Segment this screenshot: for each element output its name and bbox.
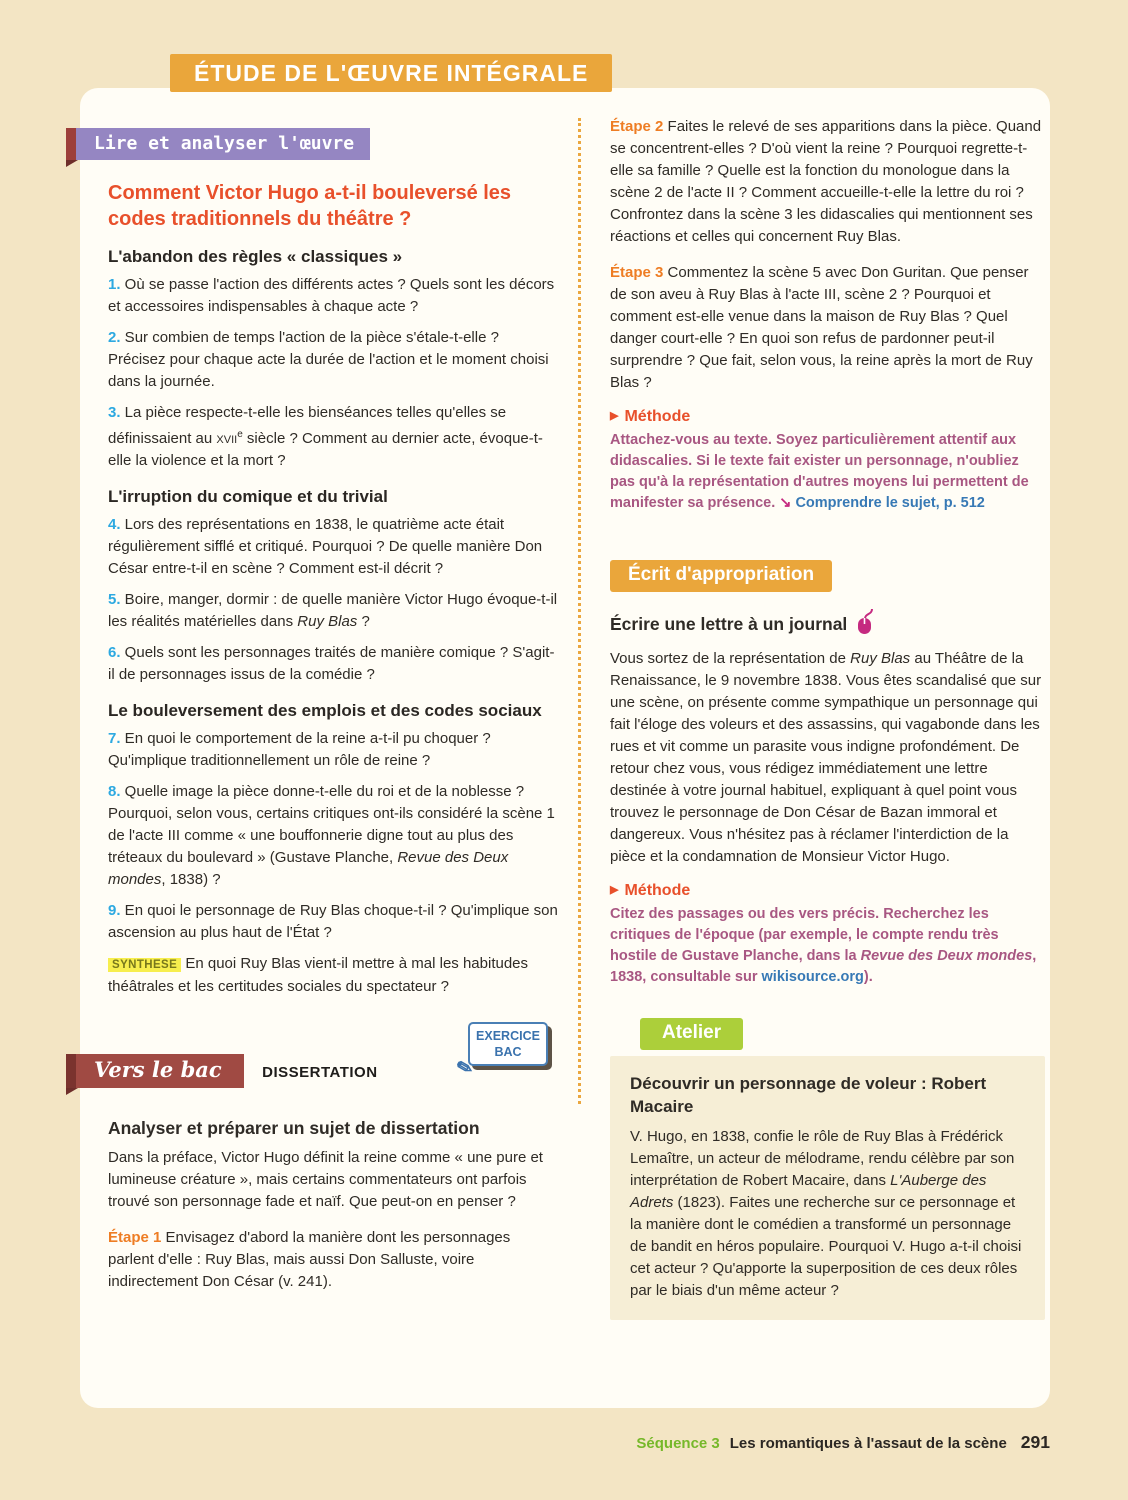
text-segment: xvii [216,430,238,447]
text-segment: Étape 3 [610,264,664,281]
section-banner-lire [66,128,370,160]
text-segment: 7. [108,730,121,747]
question-3 [108,402,560,472]
atelier-box [610,1056,1045,1320]
text-segment: , 1838) ? [161,871,221,888]
text-segment: Étape 2 [610,118,664,135]
ecrit-body [610,648,1045,868]
synthese-question [108,953,560,998]
text-segment: ? [357,613,370,630]
text-segment: En quoi Ruy Blas vient-il mettre à mal les habitudes théâtrales et les certitudes sociales du spectateur ? [108,955,529,995]
text-segment: Envisagez d'abord la manière dont les personnages parlent d'elle : Ruy Blas, mais aussi Don Salluste, voire indirectement Don César (v. 241). [108,1229,511,1290]
ecrit-appropriation-banner: Écrit d'appropriation [610,560,832,592]
content-card [80,88,1050,1408]
text-segment: (1823). Faites une recherche sur ce personnage et la manière dont le comédien a transformé un personnage de bandit en héros populaire. Pourquoi V. Hugo a-t-il choisi cet acteur ? Qu'apporte la superposition de ces deux rôles par le biais d'un même acteur ? [630,1194,1022,1299]
methode-2-body [610,904,1045,988]
text-segment: Revue des Deux mondes [860,948,1033,964]
ribbon-fold [66,128,76,160]
right-column [610,116,1045,1320]
etape-3 [610,262,1045,394]
question-5 [108,589,560,633]
text-segment: 9. [108,902,121,919]
etape-2 [610,116,1045,248]
question-1 [108,274,560,318]
vers-le-bac-banner [66,1054,244,1088]
text-segment: Faites le relevé de ses apparitions dans la pièce. Quand se concentrent-elles ? D'où vient la reine ? Pourquoi regrette-t-elle sa famille ? Quelle est la fonction du monologue dans la scène 2 de l'acte II ? Comment accueille-t-elle la lettre du roi ? Confrontez dans la scène 3 les didascalies qui mentionnent ses réactions et celles qui concernent Ruy Blas. [610,118,1042,245]
dissertation-intro [108,1147,560,1213]
badge-line-1: EXERCICE [476,1029,540,1043]
page-banner [170,54,612,92]
page-banner-label: ÉTUDE DE L'ŒUVRE INTÉGRALE [194,60,589,86]
etape-1 [108,1227,560,1293]
exercice-bac-badge [454,1022,548,1081]
ecrit-heading: Écrire une lettre à un journal [610,613,848,634]
section-banner-label: Lire et analyser l'œuvre [94,133,355,154]
group-3-heading: Le bouleversement des emplois et des codes sociaux [108,701,542,720]
text-segment: Sur combien de temps l'action de la pièce s'étale-t-elle ? Précisez pour chaque acte la durée de l'action et le moment choisi dans la journée. [108,329,549,390]
text-segment: 4. [108,516,121,533]
text-segment: 6. [108,644,121,661]
text-segment: V. Hugo, en 1838, confie le rôle de Ruy Blas à Frédérick Lemaître, un acteur de mélodrame, rendu célèbre par son interprétation de Robert Macaire, dans [630,1128,1015,1189]
text-segment: 5. [108,591,121,608]
ecrit-heading-row [610,608,1045,640]
mouse-icon [855,608,876,640]
group-2-heading: L'irruption du comique et du trivial [108,487,388,506]
methode-1-title [610,408,1045,426]
question-6 [108,642,560,686]
left-column [94,128,560,1302]
text-segment: 3. [108,404,121,421]
atelier-banner: Atelier [640,1018,743,1050]
text-segment: Où se passe l'action des différents actes ? Quels sont les décors et accessoires indispensables à chaque acte ? [108,276,555,315]
footer-chapter-title: Les romantiques à l'assaut de la scène [729,1435,1007,1452]
text-segment: L'Auberge des Adrets [630,1172,987,1211]
methode-2-label: Méthode [624,882,691,899]
text-segment: Attachez-vous au texte. Soyez particulièrement attentif aux didascalies. Si le texte fait exister un personnage, n'oubliez pas qu'à la représentation d'autres moyens lui permettent de manifester sa présence. [610,432,1029,511]
inline-link[interactable]: wikisource.org [761,969,864,985]
vers-le-bac-header [94,1029,560,1096]
text-segment: au Théâtre de la Renaissance, le 9 novembre 1838. Vous êtes scandalisé que sur une scène, on présente comme sympathique un personnage qui fait l'éloge des voleurs et des assassins, qui vagabonde dans les rues et vit comme un parasite vous indigne profondément. De retour chez vous, vous rédigez immédiatement une lettre destinée à votre journal habituel, expliquant à quel point vous trouvez le personnage de Don César de Bazan immoral et dangereux. Vous n'hésitez pas à réclamer l'interdiction de la pièce et la condamnation de Monsieur Victor Hugo. [610,650,1042,865]
main-question: Comment Victor Hugo a-t-il bouleversé les codes traditionnels du théâtre ? [108,182,512,230]
text-segment: En quoi le comportement de la reine a-t-il pu choquer ? Qu'implique traditionnellement un rôle de reine ? [108,730,491,769]
ribbon-fold-triangle [66,160,78,167]
group-1-heading: L'abandon des règles « classiques » [108,247,403,266]
text-segment: Ruy Blas [850,650,911,667]
question-4 [108,514,560,580]
text-segment: ). [863,969,873,985]
methode-2-title [610,882,1045,900]
column-divider [578,118,581,1104]
question-9 [108,900,560,944]
text-segment: 8. [108,783,121,800]
atelier-heading: Découvrir un personnage de voleur : Robert Macaire [630,1074,987,1116]
atelier-body [630,1126,1025,1302]
dissertation-heading: Analyser et préparer un sujet de dissertation [108,1118,480,1138]
text-segment: 2. [108,329,121,346]
text-segment: Revue des Deux mondes [108,849,509,888]
text-segment: ↘ [779,495,796,511]
text-segment: SYNTHESE [108,958,181,972]
text-segment: Ruy Blas [297,613,358,630]
text-segment: Dans la préface, Victor Hugo définit la reine comme « une pure et lumineuse créature », mais certains commentateurs ont parfois trouvé son personnage fade et naïf. Que peut-on en penser ? [108,1149,543,1210]
text-segment: 1. [108,276,121,293]
ribbon-fold-triangle [66,1088,78,1095]
question-2 [108,327,560,393]
pen-icon: ✎ [454,1056,476,1081]
text-segment: Quels sont les personnages traités de manière comique ? S'agit-il de personnages issus de la comédie ? [108,644,555,683]
text-segment: e [237,429,243,440]
ribbon-fold [66,1054,76,1088]
inline-link[interactable]: Comprendre le sujet, p. 512 [795,495,985,511]
play-icon: ▶ [610,884,619,896]
question-7 [108,728,560,772]
vers-le-bac-label: Vers le bac [94,1057,222,1082]
exercise-type-label: DISSERTATION [262,1064,378,1081]
methode-1-body [610,430,1045,514]
play-icon: ▶ [610,410,619,422]
text-segment: Étape 1 [108,1229,162,1246]
page-number: 291 [1020,1432,1050,1452]
text-segment: Vous sortez de la représentation de [610,650,851,667]
text-segment: siècle ? Comment au dernier acte, évoque-t-elle la violence et la mort ? [108,430,543,469]
text-segment: Boire, manger, dormir : de quelle manière Victor Hugo évoque-t-il les réalités matérielles dans [108,591,558,630]
methode-1-label: Méthode [624,408,691,425]
text-segment: Citez des passages ou des vers précis. Recherchez les critiques de l'époque (par exemple, le compte rendu très hostile de Gustave Planche, dans la [610,906,999,964]
text-segment: Commentez la scène 5 avec Don Guritan. Que penser de son aveu à Ruy Blas à l'acte III, scène 2 ? Pourquoi et comment est-elle venue dans la maison de Ruy Blas ? Quel danger court-elle ? En quoi son refus de pardonner peut-il surprendre ? Que fait, selon vous, la reine après la mort de Ruy Blas ? [610,264,1033,391]
footer [636,1432,1050,1453]
text-segment: En quoi le personnage de Ruy Blas choque-t-il ? Qu'implique son ascension au plus haut de l'État ? [108,902,558,941]
text-segment: La pièce respecte-t-elle les bienséances telles qu'elles se définissaient au [108,404,507,447]
sequence-label: Séquence 3 [636,1435,720,1452]
text-segment: Quelle image la pièce donne-t-elle du roi et de la noblesse ? Pourquoi, selon vous, certains critiques ont-ils considéré la scène 1 de l'acte III comme « une bouffonnerie digne tout au plus des tréteaux du boulevard » (Gustave Planche, [108,783,555,866]
badge-line-2: BAC [494,1045,522,1059]
text-segment: , 1838, consultable sur [610,948,1037,985]
text-segment: Lors des représentations en 1838, le quatrième acte était régulièrement sifflé et critiqué. Pourquoi ? De quelle manière Don César entre-t-il en scène ? Comment est-il décrit ? [108,516,543,577]
question-8 [108,781,560,891]
